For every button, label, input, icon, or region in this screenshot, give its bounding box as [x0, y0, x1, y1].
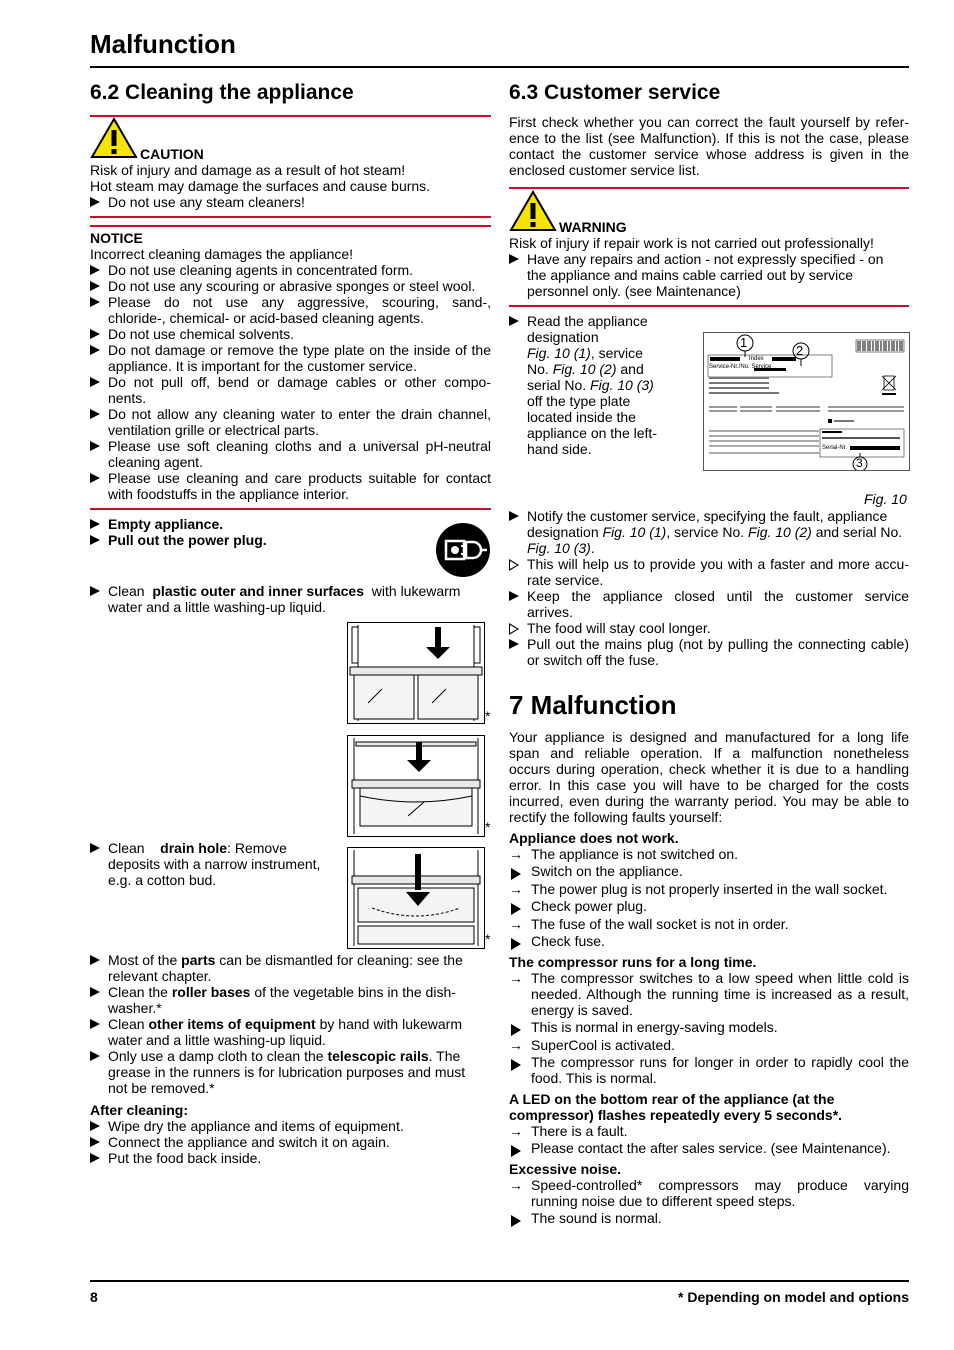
action-arrow-icon: [90, 955, 100, 965]
footnote-star: *: [485, 708, 491, 724]
fault-remedy: The compressor runs for longer in order to rapidly cool the food. This is normal.: [509, 1054, 909, 1086]
fault-title: Excessive noise.: [509, 1161, 622, 1177]
remedy-arrow-icon: [511, 1215, 521, 1227]
remedy-arrow-icon: [511, 1145, 521, 1157]
fault-block: [509, 1161, 909, 1226]
fault-remedy: Please contact the after sales service. (see Maintenance).: [509, 1140, 909, 1156]
after-cleaning-item: Put the food back inside.: [90, 1150, 491, 1166]
fridge-shelf-illustration-2: [347, 735, 485, 837]
fault-title: The compressor runs for a long time.: [509, 954, 757, 970]
after-cleaning-title: After cleaning:: [90, 1102, 189, 1118]
fault-title: Appliance does not work.: [509, 830, 679, 846]
action-arrow-icon: [509, 316, 519, 326]
fault-remedy: The sound is normal.: [509, 1210, 909, 1226]
remedy-arrow-icon: [511, 1024, 521, 1036]
plate-index-label: Index: [749, 356, 764, 362]
fridge-shelf-illustration-1: [347, 622, 485, 724]
notice-bottom-rule: [90, 508, 491, 510]
action-arrow-icon: [90, 377, 100, 387]
action-arrow-icon: [509, 591, 519, 601]
fault-list: [509, 830, 909, 1228]
caution-warning-icon: [90, 117, 138, 159]
callout-2: 2: [796, 343, 804, 358]
section-title-customer-service: 6.3 Customer service: [509, 81, 721, 104]
fault-block: [509, 1091, 909, 1156]
cause-arrow-icon: →: [509, 1177, 523, 1193]
action-arrow-icon: [90, 197, 100, 207]
notice-item: Do not pull off, bend or damage cables or other compo- nents.: [90, 374, 491, 406]
action-arrow-icon: [90, 409, 100, 419]
step-clean-surfaces: Clean plastic outer and inner surfaces with lukewarm water and a little washing-up liquid.: [90, 583, 491, 615]
fault-cause: → The compressor switches to a low speed when little cold is needed. Although the running time is increased as a result, energy is saved.: [509, 970, 909, 1018]
caution-label: CAUTION: [140, 146, 204, 162]
action-arrow-icon: [90, 473, 100, 483]
fault-cause: → There is a fault.: [509, 1123, 628, 1139]
footnote-star: *: [485, 931, 491, 947]
remedy-arrow-icon: [511, 903, 521, 915]
action-arrow-icon: [90, 297, 100, 307]
callout-1: 1: [740, 335, 748, 350]
action-arrow-icon: [509, 639, 519, 649]
result-arrow-icon: [509, 559, 519, 571]
section-title-malfunction: 7 Malfunction: [509, 690, 677, 720]
step-clean-drain-hole: Clean drain hole: Remove deposits with a narrow instrument, e.g. a cotton bud.: [90, 840, 338, 888]
step-roller-bases: Clean the roller bases of the vegetable bins in the dish-: [90, 984, 491, 1000]
action-arrow-icon: [90, 519, 100, 529]
result-item: This will help us to provide you with a faster and more accu- rate service.: [509, 556, 909, 588]
customer-service-steps: [509, 556, 909, 668]
action-arrow-icon: [90, 1153, 100, 1163]
action-arrow-icon: [90, 345, 100, 355]
notice-item: Please do not use any aggressive, scouring, sand-, chloride-, chemical- or acid-based cleaning agents.: [90, 294, 491, 326]
notice-item: Do not use chemical solvents.: [90, 326, 491, 342]
action-arrow-icon: [90, 1137, 100, 1147]
header-rule: [90, 66, 909, 68]
warning-top-rule: [509, 187, 909, 189]
action-arrow-icon: [90, 1051, 100, 1061]
fault-remedy: Check fuse.: [509, 933, 909, 949]
customer-service-intro: First check whether you can correct the fault yourself by refer- ence to the list (see Malfunction). If this is not the case, please contact the customer service whose address is given in the enclosed customer service list.: [509, 114, 909, 178]
action-arrow-icon: [90, 535, 100, 545]
step-unplug: Pull out the power plug.: [90, 532, 420, 548]
cause-arrow-icon: →: [509, 846, 523, 862]
notice-top-rule: [90, 225, 491, 227]
step-empty: Empty appliance.: [90, 516, 420, 532]
footnote-star: *: [485, 819, 491, 835]
footer-rule: [90, 1280, 909, 1282]
notice-intro: Incorrect cleaning damages the appliance!: [90, 246, 354, 262]
after-cleaning: [90, 1102, 491, 1166]
cause-arrow-icon: →: [509, 1123, 523, 1139]
warning-action: Have any repairs and action - not expressly specified - on: [509, 251, 909, 267]
notice-item: Do not damage or remove the type plate on the inside of the appliance. It is important for the customer service.: [90, 342, 491, 374]
fault-cause: → SuperCool is activated.: [509, 1037, 675, 1053]
warning-bottom-rule: [509, 305, 909, 307]
remedy-arrow-icon: [511, 938, 521, 950]
result-arrow-icon: [509, 623, 519, 635]
fault-remedy: This is normal in energy-saving models.: [509, 1019, 909, 1035]
action-arrow-icon: [90, 281, 100, 291]
cause-arrow-icon: →: [509, 881, 523, 897]
section-title-cleaning: 6.2 Cleaning the appliance: [90, 81, 354, 104]
fault-block: [509, 830, 909, 949]
fault-remedy: Check power plug.: [509, 898, 909, 914]
remedy-arrow-icon: [511, 868, 521, 880]
notice-item: Please use soft cleaning cloths and a universal pH-neutral cleaning agent.: [90, 438, 491, 470]
action-arrow-icon: [90, 441, 100, 451]
after-cleaning-item: Connect the appliance and switch it on again.: [90, 1134, 491, 1150]
caution-body: [90, 162, 491, 210]
action-arrow-icon: [90, 843, 100, 853]
caution-line: Risk of injury and damage as a result of hot steam!: [90, 162, 406, 178]
warning-label: WARNING: [559, 219, 627, 235]
fault-cause: → The appliance is not switched on.: [509, 846, 739, 862]
remedy-arrow-icon: [511, 1059, 521, 1071]
step-parts: Most of the parts can be dismantled for cleaning: see the: [90, 952, 491, 968]
after-cleaning-list: [90, 1118, 491, 1166]
warning-body: Risk of injury if repair work is not carried out professionally! Have any repairs and action - not expressly specified - on the appliance and mains cable carried out by service personnel only. (see Maintenance): [509, 235, 909, 299]
unplug-icon: [435, 522, 491, 578]
fault-block: [509, 954, 909, 1086]
notice-item: Do not use cleaning agents in concentrated form.: [90, 262, 491, 278]
callout-3: 3: [856, 456, 863, 470]
caution-bottom-rule: [90, 216, 491, 218]
notice-item: Do not use any scouring or abrasive sponges or steel wool.: [90, 278, 491, 294]
prep-steps: [90, 516, 420, 548]
notice-item: Please use cleaning and care products suitable for contact with foodstuffs in the appliance interior.: [90, 470, 491, 502]
cause-arrow-icon: →: [509, 970, 523, 986]
action-arrow-icon: [90, 1019, 100, 1029]
action-arrow-icon: [90, 987, 100, 997]
plate-serial-label: Serial-Nr.: [822, 445, 848, 451]
action-arrow-icon: [90, 265, 100, 275]
figure-caption: Fig. 10: [864, 491, 907, 507]
action-arrow-icon: [509, 254, 519, 264]
after-cleaning-item: Wipe dry the appliance and items of equipment.: [90, 1118, 491, 1134]
cleaning-steps-list: Most of the parts can be dismantled for cleaning: see the relevant chapter. Clean the roller bases of the vegetable bins in the dish- washer.* Clean other items of equipment by hand with lukewarm water and a little washing-up liquid. Only use a damp cloth to clean the telescopic rails. The grease in the runners is for lubrication purposes and must not be removed.*: [90, 952, 491, 1096]
step-other-items: Clean other items of equipment by hand with lukewarm: [90, 1016, 491, 1032]
warning-icon: [509, 190, 557, 232]
fault-remedy: Switch on the appliance.: [509, 863, 909, 879]
fault-title: compressor) flashes repeatedly every 5 seconds*.: [509, 1107, 843, 1123]
caution-top-rule: [90, 115, 491, 117]
footer-note: * Depending on model and options: [678, 1289, 909, 1305]
page-header-title: Malfunction: [90, 29, 236, 59]
type-plate-figure: [703, 332, 910, 471]
fault-title: A LED on the bottom rear of the appliance (at the: [509, 1091, 835, 1107]
cause-arrow-icon: →: [509, 916, 523, 932]
action-item: Pull out the mains plug (not by pulling the connecting cable) or switch off the fuse.: [509, 636, 909, 668]
notice-item: Do not allow any cleaning water to enter the drain channel, ventilation grille or electrical parts.: [90, 406, 491, 438]
drain-hole-illustration: [347, 847, 485, 949]
malfunction-intro: Your appliance is designed and manufactured for a long life span and reliable operation. If a malfunction nonetheless occurs during operation, check whether it is due to a handling error. In this case you will have to be charged for the costs incurred, even during the warranty period. You may be able to rectify the following faults yourself:: [509, 729, 909, 825]
action-arrow-icon: [509, 511, 519, 521]
notice-label: NOTICE: [90, 230, 143, 246]
cause-arrow-icon: →: [509, 1037, 523, 1053]
caution-line: Hot steam may damage the surfaces and cause burns.: [90, 178, 431, 194]
fault-cause: → Speed-controlled* compressors may produce varying running noise due to different speed steps.: [509, 1177, 909, 1209]
step-read-designation: Read the appliance designation Fig. 10 (1), service No. Fig. 10 (2) and serial No. Fig. 10 (3) off the type plate located inside the appliance on the left- hand side.: [509, 313, 664, 457]
plate-service-label: Service-Nr./No. Service: [709, 364, 772, 370]
step-telescopic-rails: Only use a damp cloth to clean the telescopic rails. The: [90, 1048, 491, 1064]
action-arrow-icon: [90, 1121, 100, 1131]
caution-action: Do not use any steam cleaners!: [90, 194, 491, 210]
fault-cause: → The fuse of the wall socket is not in order.: [509, 916, 789, 932]
page-number: 8: [90, 1289, 98, 1305]
fault-cause: → The power plug is not properly inserted in the wall socket.: [509, 881, 888, 897]
notice-block: [90, 230, 491, 502]
action-arrow-icon: [90, 586, 100, 596]
step-notify-customer-service: Notify the customer service, specifying the fault, appliance designation Fig. 10 (1), service No. Fig. 10 (2) and serial No. Fig. 10 (3).: [509, 508, 909, 556]
result-item: The food will stay cool longer.: [509, 620, 909, 636]
action-item: Keep the appliance closed until the customer service arrives.: [509, 588, 909, 620]
notice-list: [90, 262, 491, 502]
action-arrow-icon: [90, 329, 100, 339]
